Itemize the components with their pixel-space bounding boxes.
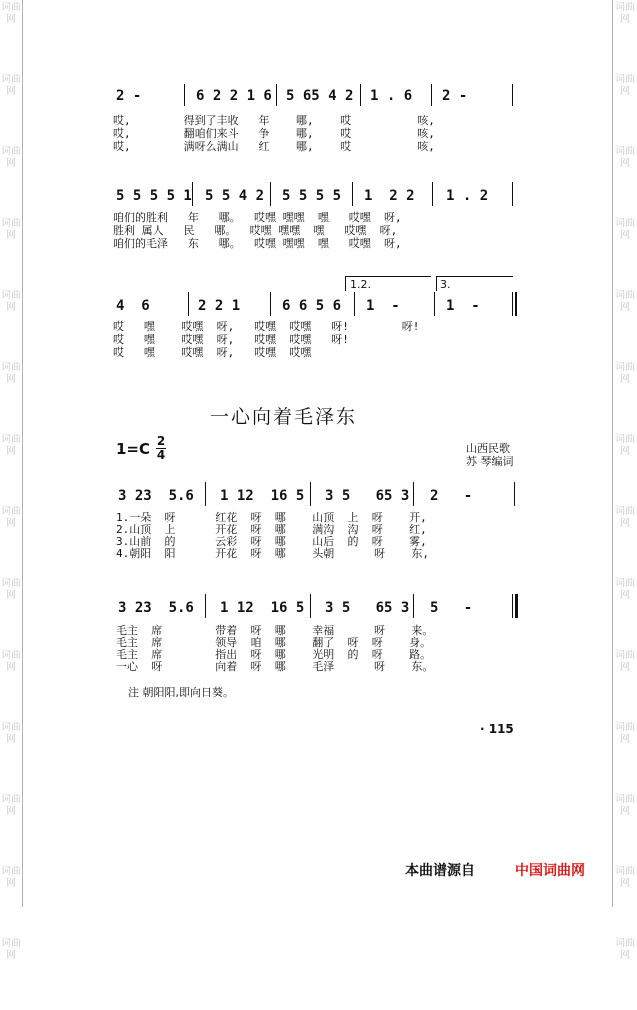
- measure-note: 3 23 5.6: [118, 600, 194, 616]
- page-number: · 115: [480, 722, 514, 736]
- measure-note: 3 5 65 3: [325, 488, 410, 504]
- barline: [360, 84, 361, 106]
- lyric-line: 咱们的毛泽 东 哪。 哎嘿 嘿嘿 嘿 哎嘿 呀,: [113, 237, 402, 250]
- song-title: 一心向着毛泽东: [210, 406, 358, 428]
- measure-note: 2 2 1: [198, 298, 241, 314]
- volta-1-bracket: [345, 276, 431, 291]
- lyric-line: 1.一朵 呀 红花 呀 哪 山顶 上 呀 开,: [116, 511, 427, 524]
- barline: [512, 594, 513, 618]
- measure-note: 4 6: [116, 298, 150, 314]
- lyric-line: 哎 嘿 哎嘿 呀, 哎嘿 哎嘿 呀! 呀!: [113, 320, 420, 333]
- barline: [270, 292, 271, 316]
- volta-1-label: 1.2.: [350, 278, 371, 291]
- lyric-line: 毛主 席 领导 咱 哪 翻了 呀 呀 身。: [116, 636, 432, 649]
- lyric-line: 哎, 翻咱们来斗 争 哪, 哎 咳,: [113, 127, 435, 140]
- measure-note: 3 23 5.6: [118, 488, 194, 504]
- song-origin: 山西民歌: [466, 442, 510, 455]
- measure-note: 1 2 2: [364, 188, 415, 204]
- measure-note: 1 12 16 5: [220, 600, 305, 616]
- barline: [432, 182, 433, 206]
- lyric-line: 毛主 席 指出 呀 哪 光明 的 呀 路。: [116, 648, 432, 661]
- site-name-link[interactable]: 中国词曲网: [515, 863, 585, 879]
- measure-note: 1 -: [366, 298, 400, 314]
- lyric-line: 4.朝阳 阳 开花 呀 哪 头朝 呀 东,: [116, 547, 430, 560]
- measure-note: 5 5 4 2: [205, 188, 265, 204]
- barline: [413, 482, 414, 506]
- final-barline: [515, 594, 518, 618]
- lyric-line: 胜利 属人 民 哪。 哎嘿 嘿嘿 嘿 哎嘿 呀,: [113, 224, 398, 237]
- lyric-line: 2.山顶 上 开花 呀 哪 满沟 沟 呀 红,: [116, 523, 427, 536]
- barline: [413, 594, 414, 618]
- left-watermark: 词曲网 词曲网 词曲网 词曲网 词曲网 词曲网 词曲网 词曲网 词曲网 词曲网 词曲网 词曲网 词曲网 词曲网: [1, 2, 21, 961]
- right-margin-line: [612, 0, 613, 907]
- lyric-line: 哎 嘿 哎嘿 呀, 哎嘿 哎嘿: [113, 346, 312, 359]
- barline: [310, 482, 311, 506]
- barline: [270, 182, 271, 206]
- time-signature: [156, 435, 166, 462]
- right-watermark: 词曲网 词曲网 词曲网 词曲网 词曲网 词曲网 词曲网 词曲网 词曲网 词曲网 词曲网 词曲网 词曲网 词曲网: [615, 2, 635, 961]
- lyric-line: 一心 呀 向着 呀 哪 毛泽 呀 东。: [116, 660, 434, 673]
- key-signature: 1=C: [116, 440, 151, 458]
- measure-note: 2 -: [116, 88, 142, 104]
- lyric-line: 毛主 席 带着 呀 哪 幸福 呀 来。: [116, 624, 434, 637]
- source-label: 本曲谱源自: [405, 863, 475, 879]
- time-numerator: 2: [156, 434, 166, 448]
- barline: [310, 594, 311, 618]
- measure-note: 5 5 5 5: [282, 188, 342, 204]
- lyric-line: 哎, 满呀么满山 红 哪, 哎 咳,: [113, 140, 435, 153]
- measure-note: 6 2 2 1 6: [196, 88, 272, 104]
- measure-note: 5 5 5 5 1: [116, 188, 192, 204]
- measure-note: 1 . 2: [446, 188, 489, 204]
- measure-note: 1 12 16 5: [220, 488, 305, 504]
- barline: [512, 84, 513, 106]
- barline: [434, 292, 435, 316]
- measure-note: 2 -: [430, 488, 473, 504]
- barline: [512, 292, 513, 316]
- measure-note: 5 -: [430, 600, 473, 616]
- barline: [512, 182, 513, 206]
- barline: [205, 482, 206, 506]
- barline: [205, 594, 206, 618]
- measure-note: 6 6 5 6: [282, 298, 342, 314]
- barline: [431, 84, 432, 106]
- lyric-line: 哎 嘿 哎嘿 呀, 哎嘿 哎嘿 呀!: [113, 333, 349, 346]
- footnote: 注 朝阳阳,即向日葵。: [128, 686, 234, 699]
- lyric-line: 3.山前 的 云彩 呀 哪 山后 的 呀 雾,: [116, 535, 427, 548]
- measure-note: 2 -: [442, 88, 468, 104]
- measure-note: 3 5 65 3: [325, 600, 410, 616]
- song-arranger: 苏 琴编词: [466, 455, 514, 468]
- barline: [514, 482, 515, 506]
- left-margin-line: [22, 0, 23, 907]
- lyric-line: 咱们的胜利 年 哪。 哎嘿 嘿嘿 嘿 哎嘿 呀,: [113, 211, 402, 224]
- barline: [192, 182, 193, 206]
- measure-note: 1 . 6: [370, 88, 413, 104]
- measure-note: 1 -: [446, 298, 480, 314]
- volta-2-label: 3.: [440, 278, 451, 291]
- final-barline: [515, 292, 517, 316]
- measure-note: 5 65 4 2: [286, 88, 354, 104]
- barline: [188, 292, 189, 316]
- barline: [184, 84, 185, 106]
- volta-2-bracket: [436, 276, 513, 291]
- barline: [352, 182, 353, 206]
- time-denominator: 4: [156, 448, 166, 462]
- barline: [276, 84, 277, 106]
- barline: [354, 292, 355, 316]
- lyric-line: 哎, 得到了丰收 年 哪, 哎 咳,: [113, 114, 435, 127]
